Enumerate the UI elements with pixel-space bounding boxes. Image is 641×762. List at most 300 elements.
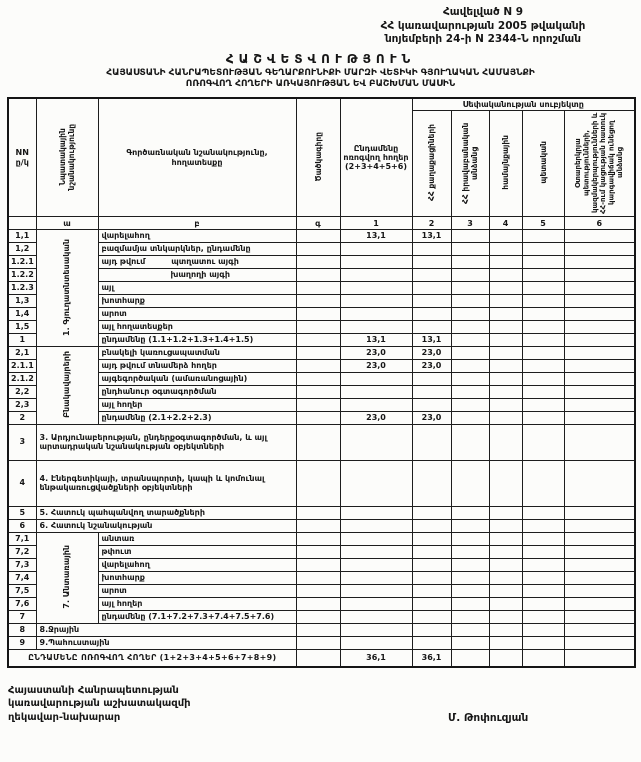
value-cell	[489, 585, 522, 598]
value-cell	[564, 546, 635, 559]
code-cell	[296, 425, 340, 461]
table-row	[8, 308, 635, 321]
row-number: 1,3	[8, 295, 36, 308]
value-cell	[564, 572, 635, 585]
value-cell	[451, 559, 489, 572]
table-row	[8, 598, 635, 611]
code-cell	[296, 373, 340, 386]
value-cell	[564, 295, 635, 308]
label-main: պտղատու այգի	[171, 256, 239, 266]
value-cell	[451, 412, 489, 425]
signatory-line-3: ղեկավար-նախարար	[8, 711, 121, 723]
value-cell	[451, 650, 489, 667]
col-header-state	[522, 111, 564, 217]
value-cell	[412, 386, 451, 399]
code-cell	[296, 520, 340, 533]
table-row	[8, 611, 635, 624]
value-cell	[451, 360, 489, 373]
column-letter: 6	[564, 217, 635, 230]
signatory-line-2: կառավարության աշխատակազմի	[8, 698, 191, 710]
value-cell	[412, 546, 451, 559]
appendix-note	[333, 6, 633, 47]
code-cell	[296, 598, 340, 611]
code-cell	[296, 637, 340, 650]
value-cell	[522, 598, 564, 611]
value-cell	[522, 546, 564, 559]
value-cell	[340, 507, 412, 520]
table-row	[8, 243, 635, 256]
col-header-purpose-text: Նպատակային նշանակությունը	[58, 123, 76, 190]
value-cell: 13,1	[412, 334, 451, 347]
value-cell	[489, 637, 522, 650]
value-cell	[564, 533, 635, 546]
row-number: 4	[8, 461, 36, 507]
value-cell: 23,0	[340, 412, 412, 425]
col-header-code	[296, 98, 340, 217]
value-cell	[451, 624, 489, 637]
column-letter	[8, 217, 36, 230]
value-cell	[522, 650, 564, 667]
value-cell	[489, 611, 522, 624]
value-cell	[412, 572, 451, 585]
land-type-label: թփուտ	[98, 546, 296, 559]
col-group-ownership: Սեփականության սուբյեկտը	[412, 98, 635, 111]
land-type-label: բազմամյա տնկարկներ, ընդամենը	[98, 243, 296, 256]
column-letter: բ	[98, 217, 296, 230]
row-number: 7,4	[8, 572, 36, 585]
value-cell	[489, 572, 522, 585]
value-cell	[412, 637, 451, 650]
land-type-label: խոտհարք	[98, 295, 296, 308]
value-cell	[489, 282, 522, 295]
group-label-text: Բնակավայրերի	[62, 351, 72, 418]
table-row	[8, 507, 635, 520]
value-cell	[451, 321, 489, 334]
value-cell	[412, 585, 451, 598]
table-row	[8, 282, 635, 295]
value-cell	[412, 308, 451, 321]
land-category-label: 9.Պահուստային	[36, 637, 296, 650]
row-number: 7,6	[8, 598, 36, 611]
total-label: ԸՆԴԱՄԵՆԸ ՈՌՈԳՎՈՂ ՀՈՂԵՐ (1+2+3+4+5+6+7+8+9)	[8, 650, 296, 667]
row-number: 1	[8, 334, 36, 347]
row-number: 7	[8, 611, 36, 624]
land-type-label: այլ հողատեսքեր	[98, 321, 296, 334]
value-cell	[564, 321, 635, 334]
value-cell	[451, 230, 489, 243]
value-cell	[340, 269, 412, 282]
table-row	[8, 399, 635, 412]
table-row	[8, 533, 635, 546]
table-row	[8, 386, 635, 399]
col-header-total: Ընդամենը ոռոգվող հողեր (2+3+4+5+6)	[340, 98, 412, 217]
land-type-label: խոտհարք	[98, 572, 296, 585]
table-row	[8, 269, 635, 282]
land-type-label: անտառ	[98, 533, 296, 546]
value-cell	[412, 461, 451, 507]
land-category-label: 5. Հատուկ պահպանվող տարածքների	[36, 507, 296, 520]
value-cell	[451, 598, 489, 611]
title-line-3: ՈՌՈԳՎՈՂ ՀՈՂԵՐԻ ԱՌԿԱՅՈՒԹՅԱՆ ԵՎ ԲԱՇԽՄԱՆ ՄԱՍԻՆ	[185, 79, 456, 90]
col-header-state-text: պետական	[538, 141, 548, 184]
value-cell	[489, 461, 522, 507]
table-row	[8, 559, 635, 572]
value-cell	[564, 399, 635, 412]
value-cell	[340, 399, 412, 412]
value-cell	[451, 334, 489, 347]
appendix-line-3: նոյեմբերի 24-ի N 2344-Ն որոշման	[384, 33, 582, 46]
value-cell	[412, 559, 451, 572]
value-cell	[340, 256, 412, 269]
code-cell	[296, 243, 340, 256]
value-cell	[522, 412, 564, 425]
col-header-foreign-text: Օտարերկրյա պետությունների, կազմակերպությունների և ՀՀ-ում կացության հատուկ կարգավիճակ ունեցող անձանց	[574, 112, 625, 214]
value-cell	[489, 256, 522, 269]
value-cell	[340, 461, 412, 507]
land-type-label: ընդամենը (1.1+1.2+1.3+1.4+1.5)	[98, 334, 296, 347]
code-cell	[296, 507, 340, 520]
value-cell	[340, 598, 412, 611]
value-cell	[564, 507, 635, 520]
row-number: 3	[8, 425, 36, 461]
row-number: 1.2.1	[8, 256, 36, 269]
land-type-label: ընդամենը (2.1+2.2+2.3)	[98, 412, 296, 425]
value-cell	[451, 243, 489, 256]
value-cell	[489, 412, 522, 425]
value-cell	[564, 559, 635, 572]
value-cell	[451, 533, 489, 546]
value-cell	[564, 243, 635, 256]
table-row	[8, 373, 635, 386]
value-cell	[451, 546, 489, 559]
col-header-foreign	[564, 111, 635, 217]
row-number: 2	[8, 412, 36, 425]
value-cell	[412, 507, 451, 520]
value-cell	[522, 243, 564, 256]
table-row	[8, 256, 635, 269]
value-cell	[489, 507, 522, 520]
value-cell	[340, 282, 412, 295]
group-label	[36, 230, 98, 347]
code-cell	[296, 360, 340, 373]
value-cell	[564, 282, 635, 295]
value-cell: 13,1	[340, 230, 412, 243]
value-cell	[412, 321, 451, 334]
value-cell	[451, 399, 489, 412]
value-cell	[564, 347, 635, 360]
table-row	[8, 334, 635, 347]
value-cell: 13,1	[340, 334, 412, 347]
value-cell	[340, 637, 412, 650]
value-cell	[522, 347, 564, 360]
value-cell	[522, 256, 564, 269]
value-cell	[412, 373, 451, 386]
row-number: 1.2.3	[8, 282, 36, 295]
value-cell	[489, 360, 522, 373]
land-type-label: վարելահող	[98, 559, 296, 572]
code-cell	[296, 282, 340, 295]
table-row	[8, 637, 635, 650]
value-cell	[489, 650, 522, 667]
value-cell	[340, 624, 412, 637]
value-cell	[412, 533, 451, 546]
row-number: 7,5	[8, 585, 36, 598]
code-cell	[296, 321, 340, 334]
value-cell	[412, 399, 451, 412]
value-cell	[489, 334, 522, 347]
value-cell	[340, 321, 412, 334]
row-number: 2,1	[8, 347, 36, 360]
value-cell	[522, 321, 564, 334]
value-cell	[451, 256, 489, 269]
footer	[8, 684, 641, 744]
value-cell	[451, 373, 489, 386]
col-header-legal-persons	[451, 111, 489, 217]
col-header-citizens	[412, 111, 451, 217]
col-header-purpose	[36, 98, 98, 217]
value-cell	[522, 585, 564, 598]
row-number: 2.1.1	[8, 360, 36, 373]
code-cell	[296, 611, 340, 624]
value-cell: 23,0	[412, 347, 451, 360]
signatory-name: Մ. Թոփուզյան	[448, 711, 529, 724]
value-cell	[340, 611, 412, 624]
appendix-line-1: Հավելված N 9	[442, 6, 524, 18]
value-cell	[564, 412, 635, 425]
value-cell: 23,0	[340, 347, 412, 360]
row-number: 7,2	[8, 546, 36, 559]
value-cell	[489, 533, 522, 546]
table-row	[8, 425, 635, 461]
value-cell	[489, 399, 522, 412]
code-cell	[296, 295, 340, 308]
row-number: 7,1	[8, 533, 36, 546]
column-letter: 4	[489, 217, 522, 230]
table-row	[8, 230, 635, 243]
value-cell	[340, 243, 412, 256]
row-number: 9	[8, 637, 36, 650]
value-cell	[412, 256, 451, 269]
value-cell	[412, 611, 451, 624]
table-row	[8, 321, 635, 334]
value-cell	[489, 295, 522, 308]
row-number: 1,4	[8, 308, 36, 321]
value-cell	[489, 243, 522, 256]
value-cell	[522, 295, 564, 308]
value-cell	[489, 386, 522, 399]
row-number: 8	[8, 624, 36, 637]
signatory-title	[8, 684, 641, 725]
value-cell	[522, 373, 564, 386]
value-cell	[489, 373, 522, 386]
row-number: 2.1.2	[8, 373, 36, 386]
land-type-label: այդ թվում տնամերձ հողեր	[98, 360, 296, 373]
col-header-legal-persons-text: ՀՀ իրավաբանական անձանց	[461, 121, 479, 204]
value-cell	[564, 598, 635, 611]
value-cell	[564, 461, 635, 507]
value-cell	[451, 347, 489, 360]
land-type-label: այլ հողեր	[98, 399, 296, 412]
value-cell	[489, 546, 522, 559]
value-cell	[522, 334, 564, 347]
value-cell	[489, 347, 522, 360]
value-cell: 23,0	[412, 412, 451, 425]
value-cell: 23,0	[340, 360, 412, 373]
code-cell	[296, 386, 340, 399]
value-cell	[412, 520, 451, 533]
value-cell	[412, 598, 451, 611]
value-cell	[451, 507, 489, 520]
value-cell	[340, 585, 412, 598]
value-cell	[340, 295, 412, 308]
code-cell	[296, 399, 340, 412]
code-cell	[296, 269, 340, 282]
land-type-label: այլ հողեր	[98, 598, 296, 611]
value-cell	[522, 533, 564, 546]
code-cell	[296, 559, 340, 572]
land-type-label: արոտ	[98, 585, 296, 598]
value-cell	[489, 425, 522, 461]
land-type-label: վարելահող	[98, 230, 296, 243]
land-category-label: 3. Արդյունաբերության, ընդերքօգտագործման, և այլ արտադրական նշանակության օբյեկտների	[36, 425, 296, 461]
row-number: 7,3	[8, 559, 36, 572]
row-number: 1.2.2	[8, 269, 36, 282]
value-cell	[451, 637, 489, 650]
code-cell	[296, 650, 340, 667]
land-type-label	[98, 256, 296, 269]
value-cell: 36,1	[340, 650, 412, 667]
value-cell	[564, 637, 635, 650]
letters-row	[8, 217, 635, 230]
land-type-label: այգեգործական (ամառանոցային)	[98, 373, 296, 386]
value-cell	[522, 611, 564, 624]
value-cell	[564, 520, 635, 533]
code-cell	[296, 230, 340, 243]
value-cell	[412, 295, 451, 308]
signatory-line-1: Հայաստանի Հանրապետության	[8, 684, 179, 696]
column-letter: 1	[340, 217, 412, 230]
table-row	[8, 624, 635, 637]
value-cell	[522, 230, 564, 243]
row-number: 2,2	[8, 386, 36, 399]
value-cell	[564, 308, 635, 321]
table-row	[8, 412, 635, 425]
appendix-line-2: ՀՀ կառավարության 2005 թվականի	[380, 19, 586, 32]
value-cell	[489, 520, 522, 533]
table-row	[8, 347, 635, 360]
column-letter: 3	[451, 217, 489, 230]
land-type-label: այլ	[98, 282, 296, 295]
value-cell	[451, 386, 489, 399]
col-header-functional: Գործառնական նշանակությունը, հողատեսքը	[98, 98, 296, 217]
title-line-2: ՀԱՅԱՍՏԱՆԻ ՀԱՆՐԱՊԵՏՈՒԹՅԱՆ ԳԵՂԱՐՔՈՒՆԻՔԻ ՄԱՐԶԻ ՎԵՏԻԿԻ ԳՅՈՒՂԱԿԱՆ ՀԱՄԱՅՆՔԻ	[106, 67, 535, 78]
value-cell	[451, 585, 489, 598]
value-cell	[451, 269, 489, 282]
value-cell	[412, 269, 451, 282]
column-letter: գ	[296, 217, 340, 230]
column-letter: 5	[522, 217, 564, 230]
col-header-citizens-text: ՀՀ քաղաքացիների	[427, 124, 436, 202]
value-cell	[451, 425, 489, 461]
value-cell	[451, 308, 489, 321]
code-cell	[296, 461, 340, 507]
value-cell	[522, 386, 564, 399]
value-cell	[412, 282, 451, 295]
value-cell	[564, 373, 635, 386]
value-cell	[564, 256, 635, 269]
value-cell	[564, 611, 635, 624]
value-cell	[564, 425, 635, 461]
title-line-1: ՀԱՇՎԵՏՎՈՒԹՅՈՒՆ	[225, 51, 416, 66]
value-cell	[412, 624, 451, 637]
value-cell	[412, 425, 451, 461]
value-cell	[340, 559, 412, 572]
table-row	[8, 295, 635, 308]
row-number: 5	[8, 507, 36, 520]
value-cell: 36,1	[412, 650, 451, 667]
value-cell	[489, 598, 522, 611]
code-cell	[296, 347, 340, 360]
value-cell	[522, 507, 564, 520]
value-cell	[340, 546, 412, 559]
table-row	[8, 520, 635, 533]
group-label	[36, 533, 98, 624]
value-cell	[522, 461, 564, 507]
table-row	[8, 585, 635, 598]
value-cell	[451, 282, 489, 295]
value-cell	[451, 461, 489, 507]
col-header-nn: NN ը/կ	[8, 98, 36, 217]
row-number: 2,3	[8, 399, 36, 412]
table-row	[8, 461, 635, 507]
value-cell	[340, 425, 412, 461]
value-cell	[340, 308, 412, 321]
value-cell	[564, 360, 635, 373]
land-type-label: խաղողի այգի	[98, 269, 296, 282]
value-cell	[340, 386, 412, 399]
value-cell	[522, 360, 564, 373]
group-label-text: 7. Անտառային	[62, 545, 72, 609]
land-category-label: 8.Ջրային	[36, 624, 296, 637]
land-type-label: արոտ	[98, 308, 296, 321]
value-cell	[451, 611, 489, 624]
col-header-code-text: Ծածկագիրը	[313, 131, 323, 182]
column-letter: 2	[412, 217, 451, 230]
value-cell	[522, 624, 564, 637]
value-cell	[564, 650, 635, 667]
land-type-label: ընդհանուր օգտագործման	[98, 386, 296, 399]
value-cell: 23,0	[412, 360, 451, 373]
group-label-text: 1. Գյուղատնտեսական	[62, 238, 72, 336]
col-header-community-text: համայնքային	[501, 135, 510, 190]
value-cell	[522, 425, 564, 461]
value-cell: 13,1	[412, 230, 451, 243]
code-cell	[296, 585, 340, 598]
land-category-label: 4. Էներգետիկայի, տրանսպորտի, կապի և կոմունալ ենթակառուցվածքների օբյեկտների	[36, 461, 296, 507]
value-cell	[564, 334, 635, 347]
value-cell	[564, 269, 635, 282]
code-cell	[296, 572, 340, 585]
code-cell	[296, 308, 340, 321]
table-body	[8, 230, 635, 667]
land-type-label: բնակելի կառուցապատման	[98, 347, 296, 360]
value-cell	[522, 269, 564, 282]
row-number: 1,1	[8, 230, 36, 243]
group-label	[36, 347, 98, 425]
value-cell	[522, 399, 564, 412]
value-cell	[564, 230, 635, 243]
value-cell	[489, 321, 522, 334]
